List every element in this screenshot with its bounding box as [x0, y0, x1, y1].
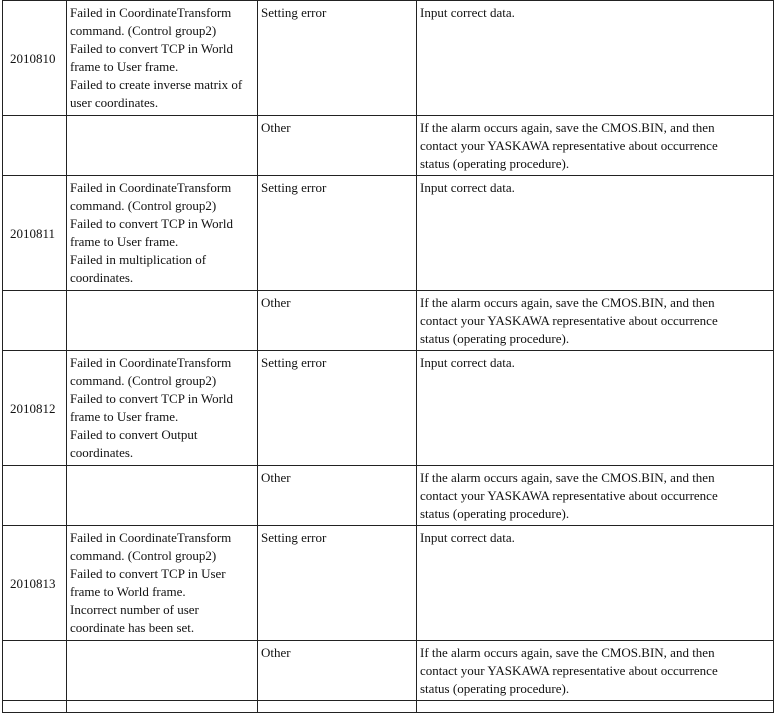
alarm-remedy — [417, 641, 774, 701]
alarm-cause: Other — [258, 466, 417, 526]
description-line: Failed to convert Output — [70, 427, 198, 442]
alarm-cause: Other — [258, 116, 417, 176]
description-line: Failed to convert TCP in World — [70, 391, 234, 406]
description-line: frame to User frame. — [70, 59, 179, 74]
description-line: Failed in CoordinateTransform — [70, 5, 232, 20]
remedy-line: contact your YASKAWA representative about occurrence — [420, 138, 718, 153]
alarm-cause: Setting error — [258, 1, 417, 116]
alarm-row-partial — [3, 701, 774, 713]
remedy-line: status (operating procedure). — [420, 331, 570, 346]
remedy-line: contact your YASKAWA representative about occurrence — [420, 488, 718, 503]
description-line: Failed in CoordinateTransform — [70, 355, 232, 370]
remedy-line: status (operating procedure). — [420, 506, 570, 521]
description-line: coordinates. — [70, 270, 134, 285]
alarm-remedy — [417, 526, 774, 641]
alarm-remedy — [417, 466, 774, 526]
alarm-row — [3, 526, 774, 641]
description-line: Failed to convert TCP in World — [70, 41, 234, 56]
empty-cell — [67, 701, 258, 713]
alarm-cause: Setting error — [258, 351, 417, 466]
alarm-code: 2010811 — [3, 176, 67, 291]
remedy-line: If the alarm occurs again, save the CMOS.BIN, and then — [420, 120, 715, 135]
empty-cell — [3, 466, 67, 526]
remedy-line: contact your YASKAWA representative about occurrence — [420, 663, 718, 678]
remedy-line: Input correct data. — [420, 530, 515, 545]
empty-cell — [3, 116, 67, 176]
description-line: coordinates. — [70, 445, 134, 460]
alarm-cause: Setting error — [258, 526, 417, 641]
alarm-description — [67, 351, 258, 466]
empty-cell — [3, 641, 67, 701]
description-line: frame to World frame. — [70, 584, 186, 599]
alarm-cause: Setting error — [258, 176, 417, 291]
alarm-table — [2, 0, 774, 713]
remedy-line: If the alarm occurs again, save the CMOS.BIN, and then — [420, 470, 715, 485]
alarm-description — [67, 526, 258, 641]
alarm-cause: Other — [258, 641, 417, 701]
description-line: user coordinates. — [70, 95, 159, 110]
alarm-remedy — [417, 116, 774, 176]
remedy-line: status (operating procedure). — [420, 681, 570, 696]
empty-cell — [3, 701, 67, 713]
alarm-description — [67, 176, 258, 291]
empty-cell — [67, 291, 258, 351]
alarm-subrow — [3, 466, 774, 526]
remedy-line: Input correct data. — [420, 180, 515, 195]
description-line: Failed to create inverse matrix of — [70, 77, 243, 92]
empty-cell — [67, 641, 258, 701]
remedy-line: Input correct data. — [420, 5, 515, 20]
alarm-subrow — [3, 116, 774, 176]
alarm-code: 2010812 — [3, 351, 67, 466]
alarm-row — [3, 351, 774, 466]
description-line: Failed in CoordinateTransform — [70, 530, 232, 545]
description-line: coordinate has been set. — [70, 620, 195, 635]
alarm-subrow — [3, 291, 774, 351]
alarm-code: 2010810 — [3, 1, 67, 116]
alarm-description — [67, 1, 258, 116]
remedy-line: contact your YASKAWA representative about occurrence — [420, 313, 718, 328]
remedy-line: If the alarm occurs again, save the CMOS.BIN, and then — [420, 295, 715, 310]
empty-cell — [67, 116, 258, 176]
description-line: command. (Control group2) — [70, 23, 217, 38]
remedy-line: If the alarm occurs again, save the CMOS.BIN, and then — [420, 645, 715, 660]
alarm-subrow — [3, 641, 774, 701]
description-line: command. (Control group2) — [70, 373, 217, 388]
description-line: command. (Control group2) — [70, 198, 217, 213]
empty-cell — [417, 701, 774, 713]
alarm-row — [3, 1, 774, 116]
alarm-row — [3, 176, 774, 291]
alarm-code: 2010813 — [3, 526, 67, 641]
empty-cell — [3, 291, 67, 351]
description-line: Incorrect number of user — [70, 602, 199, 617]
alarm-remedy — [417, 291, 774, 351]
description-line: Failed to convert TCP in World — [70, 216, 234, 231]
empty-cell — [258, 701, 417, 713]
description-line: frame to User frame. — [70, 409, 179, 424]
alarm-remedy — [417, 1, 774, 116]
remedy-line: status (operating procedure). — [420, 156, 570, 171]
description-line: Failed in CoordinateTransform — [70, 180, 232, 195]
alarm-remedy — [417, 351, 774, 466]
remedy-line: Input correct data. — [420, 355, 515, 370]
alarm-remedy — [417, 176, 774, 291]
description-line: command. (Control group2) — [70, 548, 217, 563]
alarm-table-body — [3, 1, 774, 713]
description-line: Failed in multiplication of — [70, 252, 207, 267]
empty-cell — [67, 466, 258, 526]
description-line: frame to User frame. — [70, 234, 179, 249]
description-line: Failed to convert TCP in User — [70, 566, 226, 581]
alarm-cause: Other — [258, 291, 417, 351]
